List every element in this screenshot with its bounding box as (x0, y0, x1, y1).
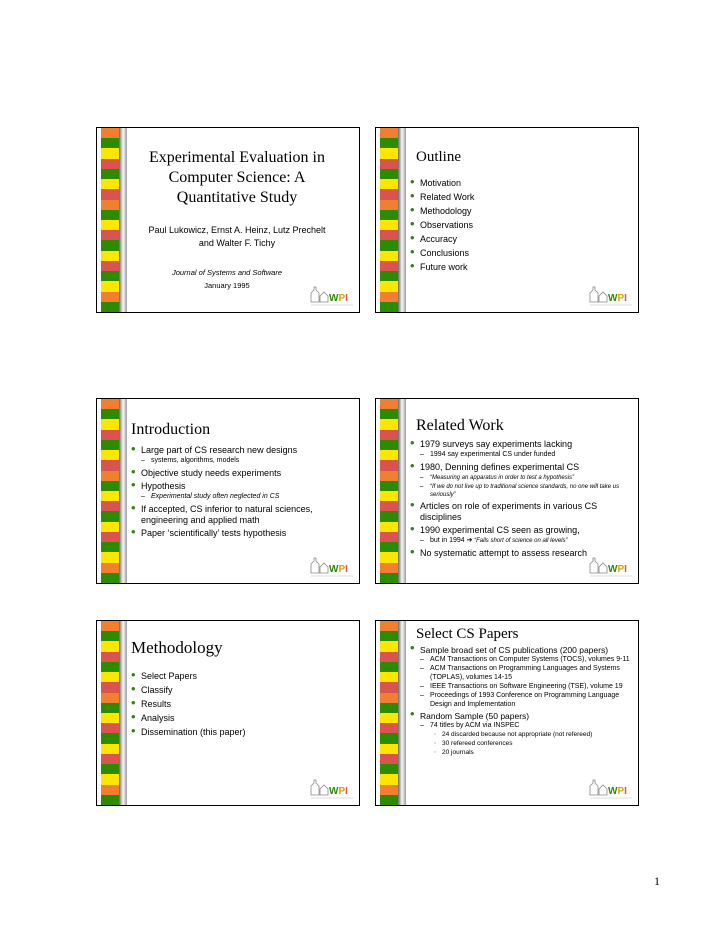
sub-bullet: – 74 titles by ACM via INSPEC (410, 721, 632, 730)
list-item: • Motivation (410, 178, 632, 189)
pole (119, 128, 127, 312)
slide-title (96, 127, 360, 313)
sub-bullet: – “If we do not live up to traditional science standards, no one will take us seriously” (410, 483, 632, 499)
stripe-block (101, 419, 119, 429)
list-item: • Accuracy (410, 234, 632, 245)
stripe-block (380, 713, 398, 723)
pole (398, 621, 406, 805)
stripe-block (380, 552, 398, 562)
pole (398, 399, 406, 583)
bullet: • 1990 experimental CS seen as growing, (410, 525, 632, 536)
bullet: • Objective study needs experiments (131, 468, 353, 479)
stripe-block (101, 210, 119, 220)
stripe-block (380, 532, 398, 542)
stripe-block (101, 662, 119, 672)
slide-select-papers (375, 620, 639, 806)
sub-bullet: – ACM Transactions on Programming Languages and Systems (TOPLAS), volumes 14-15 (410, 664, 632, 682)
stripe-block (380, 542, 398, 552)
slide-heading: Introduction (131, 421, 211, 438)
sub-bullet: – systems, algorithms, models (131, 456, 353, 466)
color-stripe (380, 621, 398, 805)
stripe-block (380, 128, 398, 138)
stripe-block (101, 430, 119, 440)
slide-heading: Related Work (416, 417, 504, 434)
wpi-logo-icon (588, 284, 634, 308)
stripe-block (380, 419, 398, 429)
stripe-block (101, 399, 119, 409)
list-item: • Future work (410, 262, 632, 273)
stripe-block (101, 723, 119, 733)
stripe-block (380, 511, 398, 521)
date: January 1995 (204, 281, 250, 290)
wpi-logo-icon (309, 777, 355, 801)
stripe-block (101, 148, 119, 158)
arrow-icon: ➔ (466, 537, 473, 544)
list-item: • Results (131, 699, 353, 710)
stripe-block (380, 631, 398, 641)
stripe-block (380, 754, 398, 764)
stripe-block (101, 138, 119, 148)
wpi-logo-icon (588, 555, 634, 579)
stripe-block (380, 703, 398, 713)
stripe-block (101, 641, 119, 651)
stripe-block (101, 440, 119, 450)
list-item: • Dissemination (this paper) (131, 727, 353, 738)
stripe-block (380, 460, 398, 470)
bullet: • 1980, Denning defines experimental CS (410, 462, 632, 473)
wpi-logo-icon (309, 284, 355, 308)
stripe-block (380, 179, 398, 189)
list-item: • Analysis (131, 713, 353, 724)
sub-bullet: – Proceedings of 1993 Conference on Programming Language Design and Implementation (410, 691, 632, 709)
stripe-block (101, 713, 119, 723)
stripe-block (380, 148, 398, 158)
color-stripe (101, 621, 119, 805)
stripe-block (101, 703, 119, 713)
wpi-logo-text: WPI (608, 293, 627, 304)
sub-bullet: – “Measuring an apparatus in order to test a hypothesis” (410, 473, 632, 483)
stripe-block (380, 169, 398, 179)
stripe-block (380, 693, 398, 703)
list-item: • Methodology (410, 206, 632, 217)
stripe-block (380, 672, 398, 682)
stripe-block (380, 795, 398, 805)
sub-sub-bullet: ◦ 30 refereed conferences (410, 739, 632, 748)
stripe-block (380, 409, 398, 419)
journal: Journal of Systems and Software (171, 268, 283, 277)
color-stripe (101, 399, 119, 583)
slide-outline (375, 127, 639, 313)
stripe-block (380, 652, 398, 662)
stripe-block (380, 641, 398, 651)
pole (119, 621, 127, 805)
stripe-block (101, 785, 119, 795)
bullet: • Hypothesis (131, 481, 353, 492)
wpi-logo-text: WPI (329, 564, 348, 575)
stripe-block (380, 292, 398, 302)
stripe-block (101, 169, 119, 179)
slide-heading: Methodology (131, 638, 223, 657)
stripe-block (380, 723, 398, 733)
stripe-block (380, 281, 398, 291)
stripe-block (101, 795, 119, 805)
stripe-block (101, 292, 119, 302)
stripe-block (101, 682, 119, 692)
stripe-block (101, 631, 119, 641)
sub-bullet-text: but in 1994 (430, 537, 467, 544)
bullet: • Articles on role of experiments in various CS disciplines (410, 501, 632, 523)
stripe-block (101, 460, 119, 470)
stripe-block (380, 785, 398, 795)
stripe-block (101, 754, 119, 764)
stripe-block (380, 430, 398, 440)
sub-bullet: – 1994 say experimental CS under funded (410, 450, 632, 460)
wpi-logo-text: WPI (329, 293, 348, 304)
stripe-block (101, 240, 119, 250)
wpi-logo-icon (588, 777, 634, 801)
stripe-block (101, 733, 119, 743)
bullet: • Paper ‘scientifically’ tests hypothesis (131, 528, 353, 539)
slide-heading: Select CS Papers (416, 626, 519, 642)
stripe-block (101, 672, 119, 682)
slide-introduction (96, 398, 360, 584)
stripe-block (101, 220, 119, 230)
stripe-block (101, 471, 119, 481)
sub-bullet: – Experimental study often neglected in CS (131, 492, 353, 502)
stripe-block (101, 511, 119, 521)
stripe-block (101, 281, 119, 291)
list-item: • Classify (131, 685, 353, 696)
stripe-block (380, 251, 398, 261)
stripe-block (101, 764, 119, 774)
stripe-block (380, 764, 398, 774)
stripe-block (101, 501, 119, 511)
pole (119, 399, 127, 583)
bullet: • Sample broad set of CS publications (200 papers) (410, 645, 632, 655)
stripe-block (101, 522, 119, 532)
stripe-block (101, 189, 119, 199)
stripe-block (380, 230, 398, 240)
sub-sub-bullet: ◦ 20 journals (410, 748, 632, 757)
stripe-block (380, 682, 398, 692)
pole (398, 128, 406, 312)
sub-sub-bullet: ◦ 24 discarded because not appropriate (not refereed) (410, 730, 632, 739)
quote-text: “Falls short of science on all levels” (472, 538, 568, 544)
bullet: • Random Sample (50 papers) (410, 711, 632, 721)
stripe-block (101, 450, 119, 460)
color-stripe (101, 128, 119, 312)
wpi-logo-text: WPI (608, 564, 627, 575)
stripe-block (380, 563, 398, 573)
stripe-block (380, 210, 398, 220)
stripe-block (101, 302, 119, 312)
stripe-block (101, 251, 119, 261)
stripe-block (101, 491, 119, 501)
color-stripe (380, 128, 398, 312)
stripe-block (101, 552, 119, 562)
stripe-block (380, 481, 398, 491)
stripe-block (101, 532, 119, 542)
stripe-block (380, 501, 398, 511)
slide-heading: Outline (416, 149, 461, 165)
stripe-block (101, 271, 119, 281)
stripe-block (380, 744, 398, 754)
stripe-block (101, 744, 119, 754)
stripe-block (380, 621, 398, 631)
stripe-block (380, 271, 398, 281)
stripe-block (380, 138, 398, 148)
slide-title-heading: Experimental Evaluation in Computer Science: A Quantitative Study (149, 149, 325, 206)
slide-related-work (375, 398, 639, 584)
stripe-block (101, 128, 119, 138)
stripe-block (380, 491, 398, 501)
stripe-block (380, 471, 398, 481)
sub-bullet: – IEEE Transactions on Software Engineering (TSE), volume 19 (410, 682, 632, 691)
stripe-block (101, 693, 119, 703)
stripe-block (101, 179, 119, 189)
stripe-block (101, 261, 119, 271)
bullet: • Large part of CS research new designs (131, 445, 353, 456)
sub-bullet: – ACM Transactions on Computer Systems (TOCS), volumes 9-11 (410, 655, 632, 664)
list-item: • Related Work (410, 192, 632, 203)
authors: Paul Lukowicz, Ernst A. Heinz, Lutz Prechelt and Walter F. Tichy (148, 225, 326, 248)
stripe-block (101, 200, 119, 210)
slide-methodology (96, 620, 360, 806)
stripe-block (101, 563, 119, 573)
stripe-block (380, 774, 398, 784)
bullet: • If accepted, CS inferior to natural sciences, engineering and applied math (131, 504, 353, 526)
stripe-block (380, 189, 398, 199)
color-stripe (380, 399, 398, 583)
stripe-block (101, 159, 119, 169)
stripe-block (101, 774, 119, 784)
stripe-block (380, 440, 398, 450)
stripe-block (380, 200, 398, 210)
list-item: • Conclusions (410, 248, 632, 259)
stripe-block (380, 220, 398, 230)
sub-bullet (410, 536, 632, 546)
stripe-block (380, 662, 398, 672)
stripe-block (380, 302, 398, 312)
stripe-block (101, 481, 119, 491)
stripe-block (101, 621, 119, 631)
stripe-block (380, 522, 398, 532)
stripe-block (380, 399, 398, 409)
stripe-block (380, 733, 398, 743)
stripe-block (380, 159, 398, 169)
stripe-block (380, 240, 398, 250)
list-item: • Select Papers (131, 671, 353, 682)
wpi-logo-icon (309, 555, 355, 579)
stripe-block (101, 230, 119, 240)
list-item: • Observations (410, 220, 632, 231)
stripe-block (101, 573, 119, 583)
stripe-block (380, 450, 398, 460)
wpi-logo-text: WPI (329, 786, 348, 797)
page-number: 1 (654, 874, 660, 888)
wpi-logo-text: WPI (608, 786, 627, 797)
stripe-block (380, 573, 398, 583)
stripe-block (101, 542, 119, 552)
stripe-block (101, 652, 119, 662)
stripe-block (101, 409, 119, 419)
bullet: • 1979 surveys say experiments lacking (410, 439, 632, 450)
bullet: • No systematic attempt to assess research (410, 548, 632, 559)
stripe-block (380, 261, 398, 271)
